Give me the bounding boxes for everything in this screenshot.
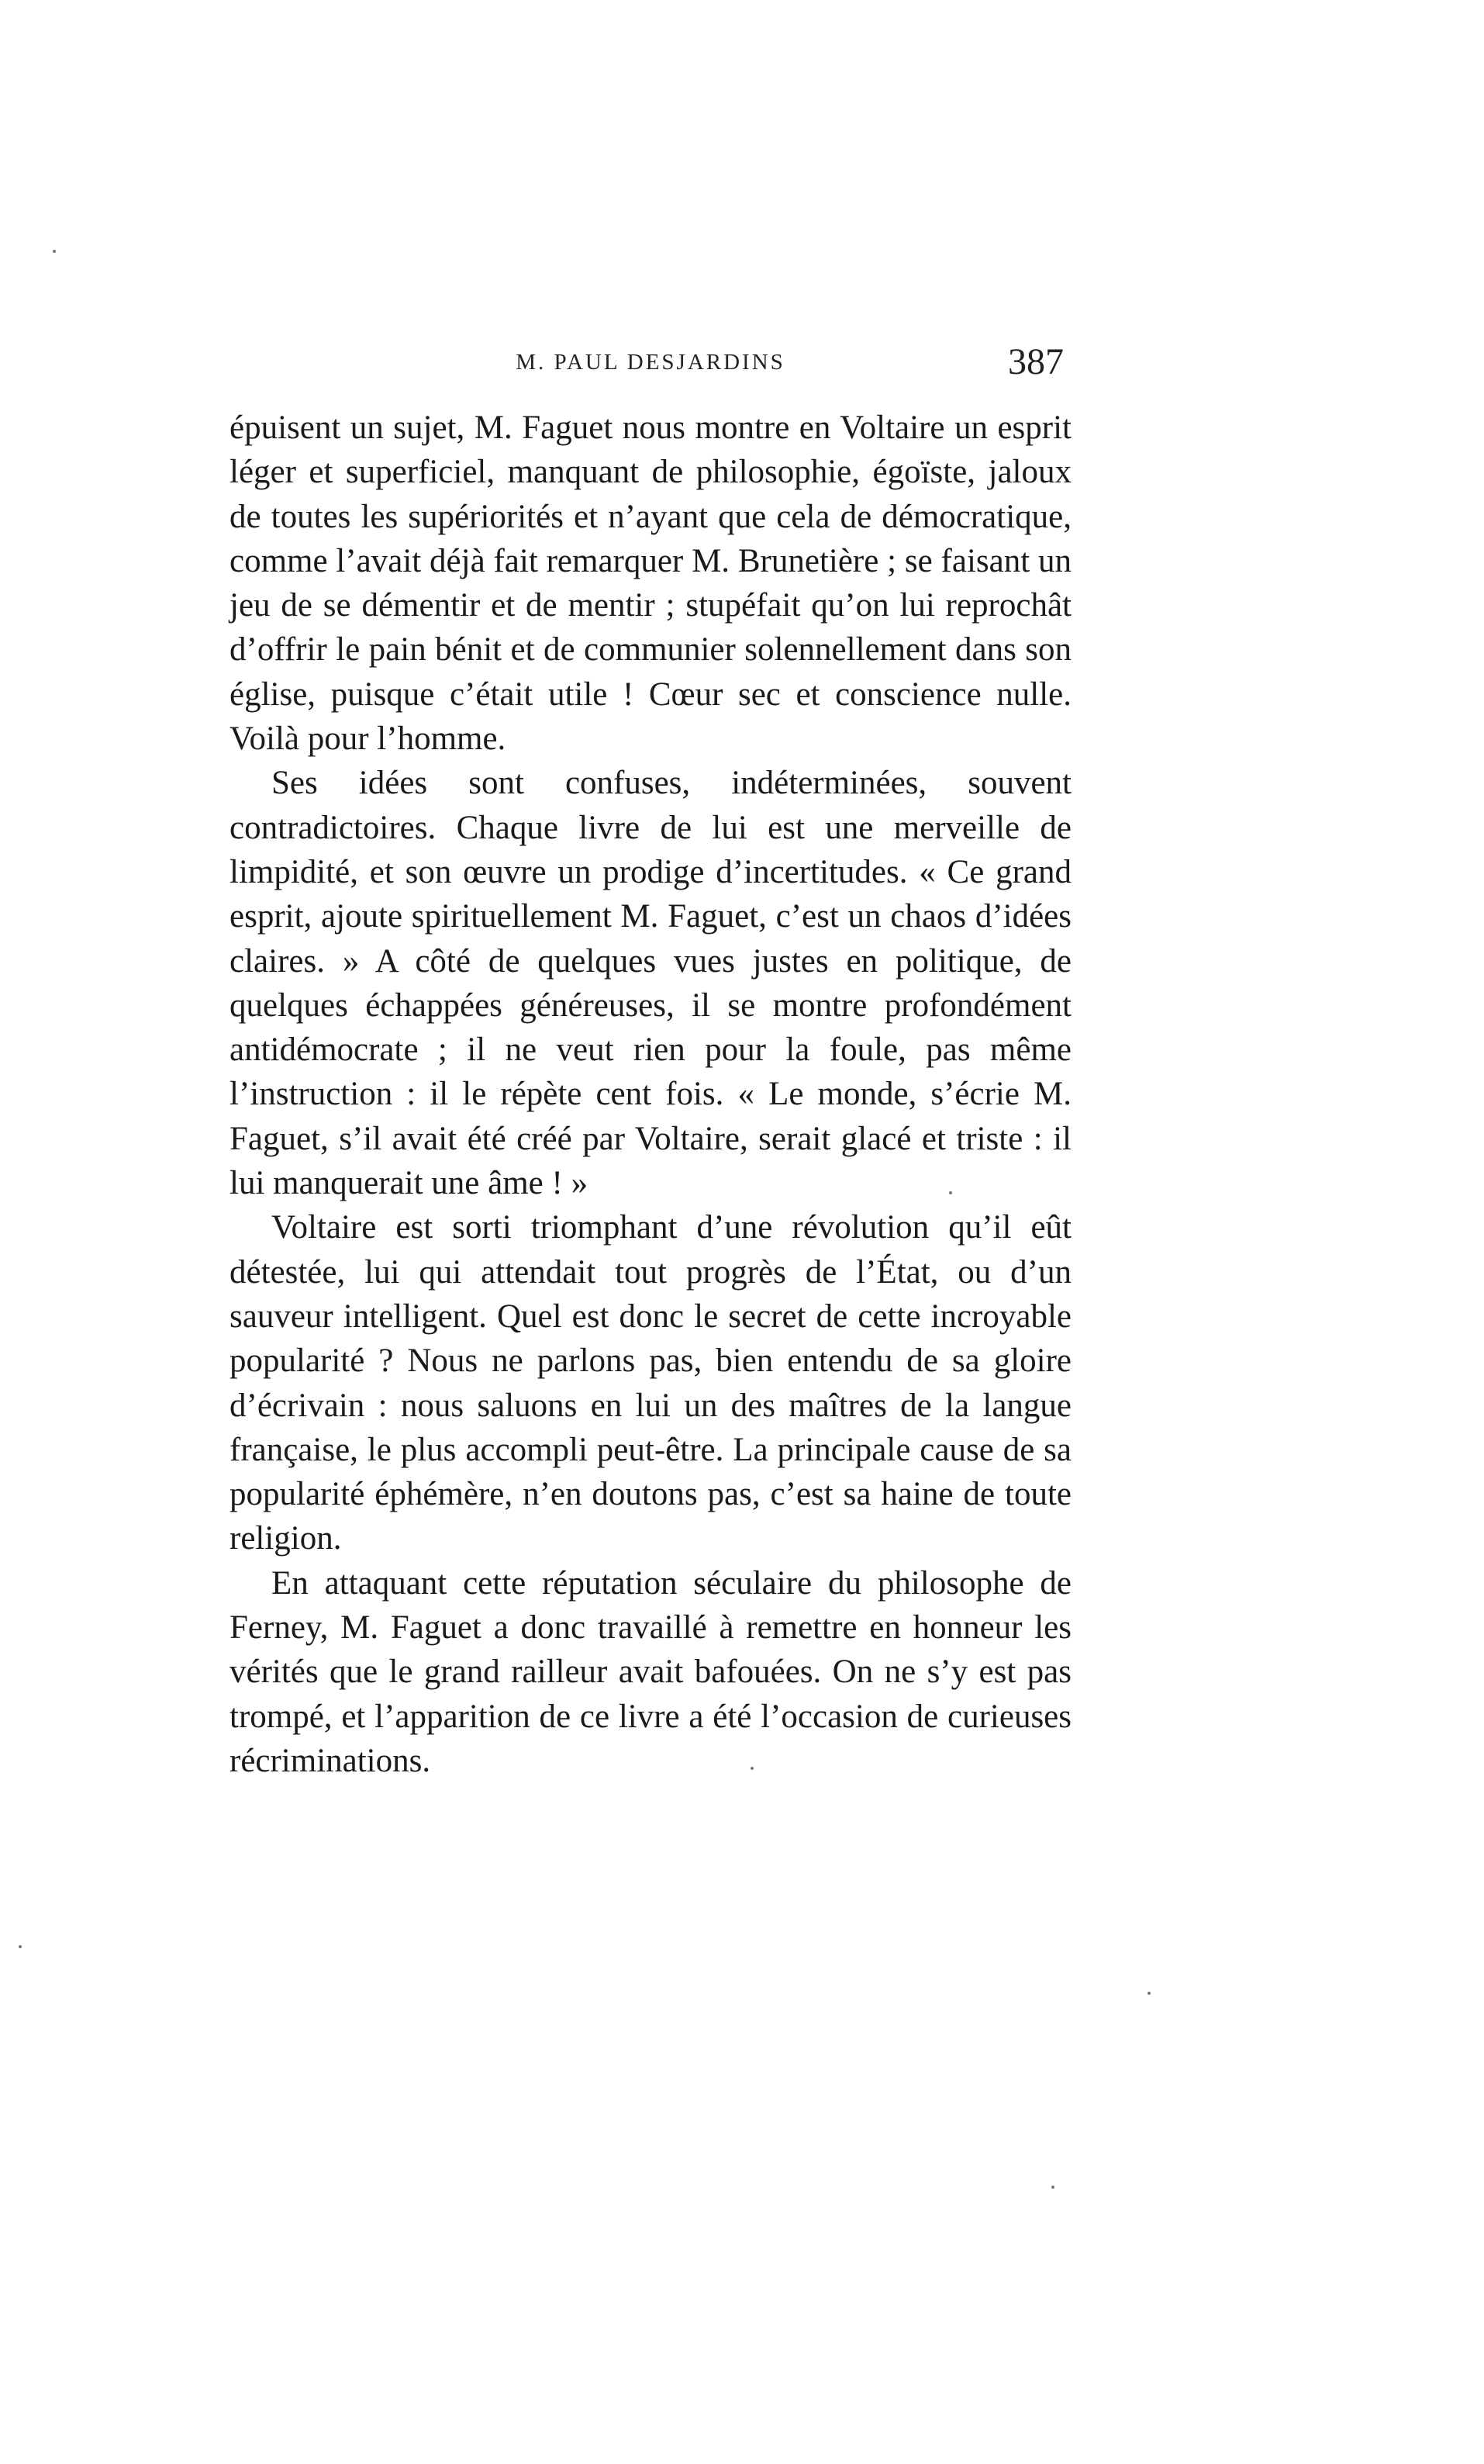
paragraph: Voltaire est sorti triomphant d’une révolution qu’il eût détestée, lui qui attendait tout progrès de l’État, ou d’un sauveur intelligent. Quel est donc le secret de cette incroyable popularité ? Nous ne parlons pas, bien entendu de sa gloire d’écrivain : nous saluons en lui un des maîtres de la langue française, le plus accompli peut-être. La principale cause de sa popularité éphémère, n’en doutons pas, c’est sa haine de toute religion.	[230, 1209, 1072, 1557]
paragraph: En attaquant cette réputation séculaire du philosophe de Ferney, M. Faguet a donc travaillé à remettre en honneur les vérités que le grand railleur avait bafouées. On ne s’y est pas trompé, et l’apparition de ce livre a été l’occasion de curieuses récriminations.	[230, 1564, 1072, 1779]
running-head	[230, 341, 1072, 399]
page-number: 387	[1008, 341, 1064, 382]
scan-speck	[1051, 2186, 1054, 2189]
running-title: M. PAUL DESJARDINS	[516, 350, 785, 375]
paragraph: Ses idées sont confuses, indéterminées, souvent contradictoires. Chaque livre de lui est une merveille de limpidité, et son œuvre un prodige d’incertitudes. « Ce grand esprit, ajoute spirituellement M. Faguet, c’est un chaos d’idées claires. » A côté de quelques vues justes en politique, de quelques échappées généreuses, il se montre profondément antidémocrate ; il ne veut rien pour la foule, pas même l’instruction : il le répète cent fois. « Le monde, s’écrie M. Faguet, s’il avait été créé par Voltaire, serait glacé et triste : il lui manquerait une âme ! »	[230, 765, 1072, 1202]
scan-speck	[949, 1191, 952, 1194]
scan-speck	[751, 1767, 754, 1770]
paragraph: épuisent un sujet, M. Faguet nous montre en Voltaire un esprit léger et superficiel, manquant de philosophie, égoïste, jaloux de toutes les supériorités et n’ayant que cela de démocratique, comme l’avait déjà fait remarquer M. Brunetière ; se faisant un jeu de se démentir et de mentir ; stupéfait qu’on lui reprochât d’offrir le pain bénit et de communier solennellement dans son église, puisque c’était utile ! Cœur sec et conscience nulle. Voilà pour l’homme.	[230, 410, 1072, 758]
scan-speck	[1148, 1992, 1151, 1995]
body-text	[230, 406, 1072, 1783]
scan-speck	[53, 250, 56, 253]
scan-speck	[19, 1945, 22, 1948]
